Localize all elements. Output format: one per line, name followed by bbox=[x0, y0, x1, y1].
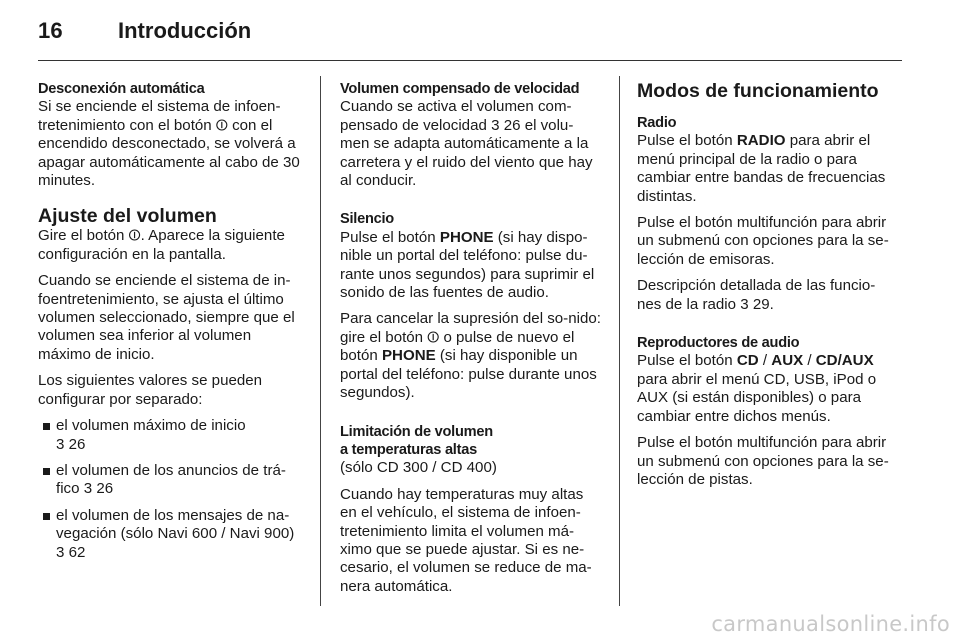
page-reference[interactable]: 29. bbox=[752, 295, 774, 313]
cd-button-label: CD bbox=[736, 352, 759, 370]
column-divider bbox=[320, 76, 321, 606]
section-heading: Limitación de volumen a temperaturas altas bbox=[340, 423, 493, 458]
paragraph: Pulse el botón multifunción para abrir un submenú con opciones para la se-lección de emisoras. bbox=[637, 214, 889, 268]
paragraph: Cuando hay temperaturas muy altas en el vehículo, el sistema de infoen-tretenimiento limita el volumen má-ximo que se puede ajustar. Si es ne-cesario, el volumen se reduce de ma-nera automática. bbox=[340, 485, 592, 595]
paragraph: Cuando se activa el volumen com-pensado de velocidad 3 26 el volu-men se adapta automáticamente a la carretera y el ruido del viento que hay al conducir. bbox=[340, 98, 593, 190]
radio-button-label: RADIO bbox=[736, 132, 786, 150]
section-heading: Silencio bbox=[340, 211, 394, 228]
phone-button-label: PHONE bbox=[439, 228, 494, 246]
bullet-square-icon bbox=[43, 423, 50, 430]
section-heading: Desconexión automática bbox=[38, 81, 205, 97]
aux-button-label: AUX bbox=[771, 352, 804, 370]
column-divider bbox=[619, 76, 620, 606]
page-reference-arrow-icon: 3 bbox=[491, 116, 500, 134]
paragraph: Pulse el botón CD / AUX / CD/AUX para abrir el menú CD, USB, iPod o AUX (si están disponibles) o para cambiar entre dichos menús. bbox=[637, 352, 877, 425]
page-title: Introducción bbox=[118, 18, 252, 43]
page-reference-arrow-icon: 3 bbox=[56, 435, 65, 453]
header-rule bbox=[38, 60, 902, 61]
page-reference-arrow-icon: 3 bbox=[56, 543, 65, 561]
paragraph: Los siguientes valores se pueden configurar por separado: bbox=[38, 372, 263, 408]
page-reference[interactable]: 26 bbox=[96, 480, 114, 498]
page-reference-arrow-icon: 3 bbox=[740, 295, 749, 313]
paragraph: Pulse el botón RADIO para abrir el menú principal de la radio o para cambiar entre bandas de frecuencias distintas. bbox=[637, 132, 886, 205]
column-middle bbox=[340, 80, 602, 604]
paragraph: Cuando se enciende el sistema de in-foentretenimiento, se ajusta el último volumen seleccionado, siempre que el volumen sea inferior al volumen máximo de inicio. bbox=[38, 272, 295, 363]
cd-aux-button-label: CD/AUX bbox=[815, 352, 874, 370]
column-left bbox=[38, 80, 300, 570]
page-reference-arrow-icon: 3 bbox=[83, 480, 93, 498]
section-title: Modos de funcionamiento bbox=[637, 80, 879, 102]
column-right bbox=[637, 80, 899, 497]
paragraph: Descripción detallada de las funcio-nes de la radio 3 29. bbox=[637, 277, 876, 313]
paragraph: Pulse el botón multifunción para abrir un submenú con opciones para la se-lección de pistas. bbox=[637, 434, 889, 488]
power-knob-icon: ⏼ bbox=[215, 116, 228, 134]
paragraph: Si se enciende el sistema de infoen-tretenimiento con el botón ⏼ con el encendido desconectado, se volverá a apagar automáticamente al cabo de 30 minutes. bbox=[38, 98, 300, 190]
section-heading: Volumen compensado de velocidad bbox=[340, 81, 580, 97]
page-reference[interactable]: 26 bbox=[68, 435, 86, 453]
section-heading: Radio bbox=[637, 115, 677, 131]
list-item: el volumen máximo de inicio 3 26 bbox=[38, 417, 300, 454]
page-number: 16 bbox=[38, 18, 63, 43]
list-item: el volumen de los mensajes de na-vegación (sólo Navi 600 / Navi 900) 3 62 bbox=[38, 507, 300, 562]
paragraph: (sólo CD 300 / CD 400) bbox=[340, 459, 497, 477]
power-knob-icon: ⏼ bbox=[128, 227, 141, 245]
list-item: el volumen de los anuncios de trá-fico 3 26 bbox=[38, 462, 300, 499]
section-title: Ajuste del volumen bbox=[38, 205, 217, 228]
phone-button-label: PHONE bbox=[381, 347, 436, 365]
bullet-square-icon bbox=[43, 513, 50, 520]
watermark: carmanualsonline.info bbox=[711, 612, 950, 636]
paragraph: Para cancelar la supresión del so-nido: gire el botón ⏼ o pulse de nuevo el botón PHONE (si hay disponible un portal del teléfono: pulse durante unos segundos). bbox=[340, 310, 601, 402]
page-reference[interactable]: 26 bbox=[503, 116, 521, 134]
paragraph: Pulse el botón PHONE (si hay dispo-nible un portal del teléfono: pulse du-rante unos segundos) para suprimir el sonido de las fuentes de audio. bbox=[340, 228, 595, 302]
bullet-square-icon bbox=[43, 468, 50, 475]
paragraph: Gire el botón ⏼. Aparece la siguiente configuración en la pantalla. bbox=[38, 227, 285, 263]
power-knob-icon: ⏼ bbox=[427, 328, 440, 346]
page-reference[interactable]: 62 bbox=[68, 543, 86, 561]
section-heading: Reproductores de audio bbox=[637, 335, 800, 352]
